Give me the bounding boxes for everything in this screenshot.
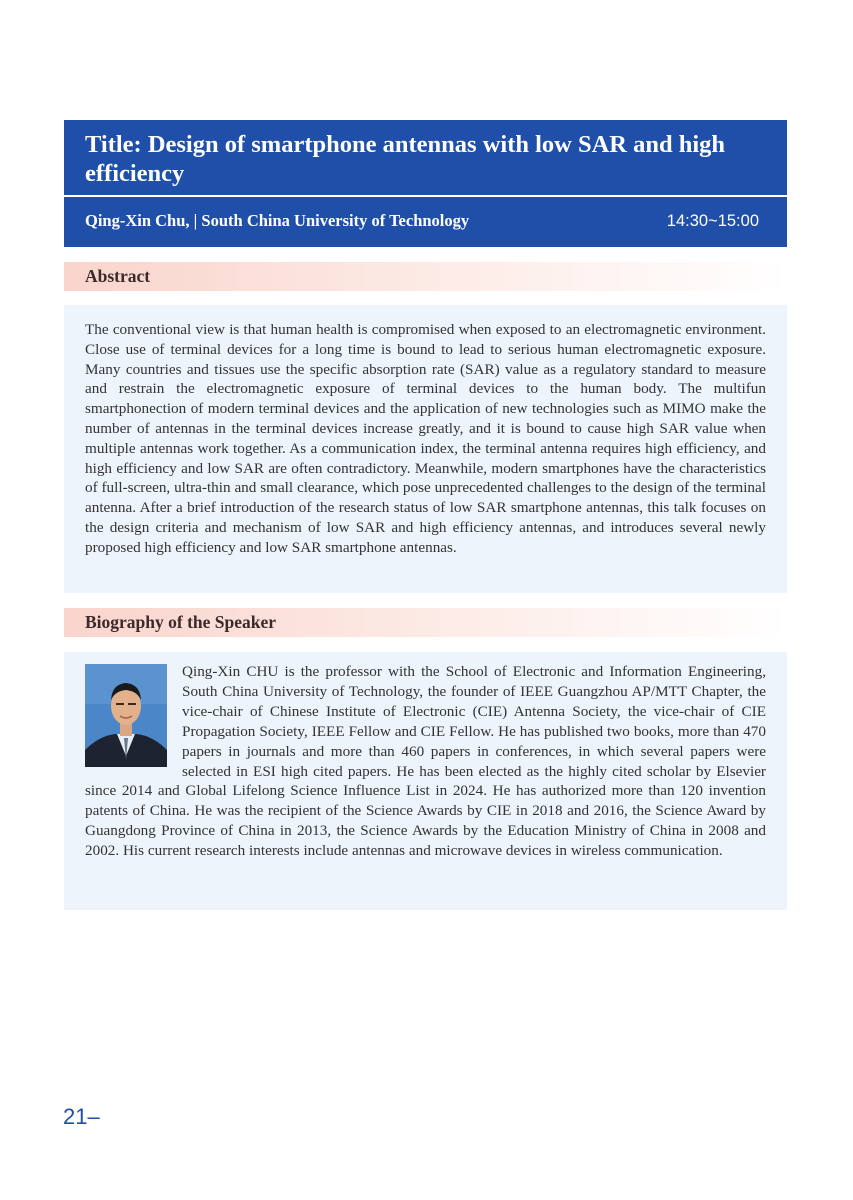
biography-header [64,608,787,637]
abstract-text: The conventional view is that human health is compromised when exposed to an electromagnetic environment. Close use of terminal devices for a long time is bound to lead to serious human electromagnetic exposure. Many countries and tissues use the specific absorption rate (SAR) value as a regulatory standard to measure and restrain the electromagnetic exposure of terminal devices to the human body. The multifun smartphonection of modern terminal devices and the application of new technologies such as MIMO make the number of antennas in the terminal devices increase greatly, and it is bound to cause high SAR value when multiple antennas work together. As a communication index, the terminal antenna requires high efficiency, and high efficiency and low SAR are often contradictory. Meanwhile, modern smartphones have the characteristics of full-screen, ultra-thin and small clearance, which pose unprecedented challenges to the design of the terminal antenna. After a brief introduction of the research status of low SAR smartphone antennas, this talk focuses on the design criteria and mechanism of low SAR and high efficiency antennas, and introduces several newly proposed high efficiency and low SAR smartphone antennas. [85,321,766,556]
page-number: 21– [63,1104,100,1129]
speaker-affiliation: Qing-Xin Chu, | South China University of Technology [85,211,470,230]
biography-box [64,652,787,910]
title-banner [64,120,787,247]
speaker-photo [85,664,167,767]
abstract-header [64,262,787,291]
biography-heading: Biography of the Speaker [85,612,277,632]
biography-text: Qing-Xin CHU is the professor with the School of Electronic and Information Engineering, South China University of Technology, the founder of IEEE Guangzhou AP/MTT Chapter, the vice-chair of Chinese Institute of Electronic (CIE) Antenna Society, the vice-chair of CIE Propagation Society, IEEE Fellow and CIE Fellow. He has published two books, more than 470 papers in journals and more than 460 papers in conferences, in which several papers were selected in ESI high cited papers. He has been elected as the highly cited scholar by Elsevier since 2014 and Global Lifelong Science Influence List in 2024. He has authorized more than 120 invention patents of China. He was the recipient of the Science Awards by CIE in 2018 and 2016, the Science Award by Guangdong Province of China in 2013, the Science Awards by the Education Ministry of China in 2008 and 2002. His current research interests include antennas and microwave devices in wireless communication. [85,663,766,860]
biography-content [85,662,766,861]
abstract-heading: Abstract [85,266,151,286]
talk-title: Title: Design of smartphone antennas with low SAR and high efficiency [85,131,726,187]
talk-time: 14:30~15:00 [666,212,759,230]
abstract-box [64,305,787,593]
title-divider [64,195,787,197]
